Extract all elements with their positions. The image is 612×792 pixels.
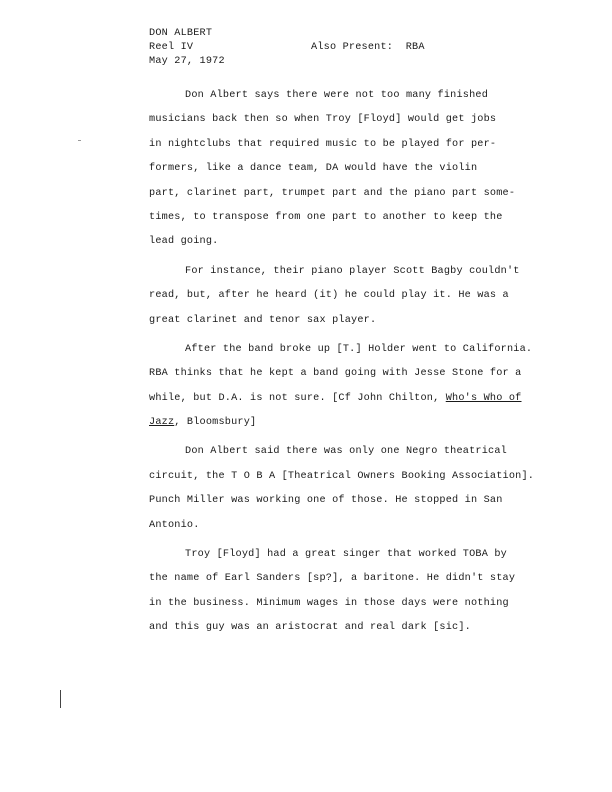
also-present-label: Also Present: [311, 42, 394, 53]
paragraph-3 [149, 338, 547, 436]
text-line: musicians back then so when Troy [Floyd] would get jobs [149, 114, 497, 126]
paragraph-5 [149, 543, 547, 641]
text-line: in the business. Minimum wages in those days were nothing [149, 597, 509, 609]
text-line: lead going. [149, 236, 219, 248]
paragraph-1 [149, 84, 547, 255]
text-line: formers, like a dance team, DA would have the violin [149, 163, 478, 175]
text-line: part, clarinet part, trumpet part and the piano part some- [149, 187, 516, 199]
interviewee-name: DON ALBERT [149, 28, 213, 39]
paragraph-2 [149, 260, 547, 333]
text-line: circuit, the T O B A [Theatrical Owners Booking Association]. [149, 470, 535, 482]
text-line: Don Albert said there was only one Negro theatrical [185, 446, 507, 458]
also-present-value: RBA [405, 42, 425, 53]
text-line: Don Albert says there were not too many finished [185, 90, 489, 101]
transcript-body [149, 84, 547, 646]
paragraph-4 [149, 440, 547, 538]
text-line: times, to transpose from one part to another to keep the [149, 211, 503, 223]
text-line: and this guy was an aristocrat and real dark [sic]. [149, 622, 471, 634]
citation-title-continued: Jazz [149, 417, 175, 429]
text-line: For instance, their piano player Scott Bagby couldn't [185, 265, 520, 277]
citation-title: Who's Who of [445, 392, 522, 404]
text-line [149, 387, 547, 411]
scan-margin-mark [60, 690, 61, 708]
text-segment: , Bloomsbury] [174, 417, 257, 429]
text-line: Punch Miller was working one of those. He stopped in San [149, 495, 503, 507]
text-line [149, 411, 547, 435]
text-line: RBA thinks that he kept a band going with Jesse Stone for a [149, 368, 522, 380]
text-line: Troy [Floyd] had a great singer that worked TOBA by [185, 549, 507, 561]
reel-number: Reel IV [149, 42, 194, 53]
interview-date: May 27, 1972 [149, 56, 225, 67]
also-present [311, 42, 425, 53]
text-line: great clarinet and tenor sax player. [149, 314, 377, 326]
text-line: the name of Earl Sanders [sp?], a baritone. He didn't stay [149, 573, 516, 585]
scan-speck [78, 140, 81, 141]
text-line: read, but, after he heard (it) he could play it. He was a [149, 290, 509, 302]
text-segment: while, but D.A. is not sure. [Cf John Chilton, [149, 392, 446, 404]
text-line: Antonio. [149, 519, 200, 531]
text-line: After the band broke up [T.] Holder went to California. [185, 343, 533, 355]
text-line: in nightclubs that required music to be played for per- [149, 138, 497, 150]
